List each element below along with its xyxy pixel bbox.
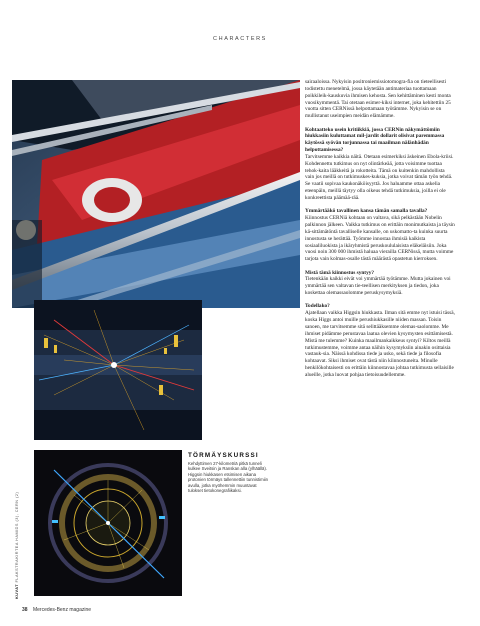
section-header: CHARACTERS: [213, 36, 267, 42]
detector-cross-section-image: [34, 450, 182, 596]
image-caption: [188, 452, 270, 493]
question-heading: Mistä tämä kiinnostus syntyy?: [305, 269, 375, 276]
photo-credit-text: FLAKSTRAKIRTEA HAMIDS (3), CERN (2): [15, 491, 19, 583]
intro-paragraph: sairaaloissa. Nykyisin positroniemissiotomogra-fia on tieteellisesti todistettu menetelmä, jossa käytetään antimateriaa tuottamaan poikkileik-kauskuvia ihmisen kehosta. Sen kehittäminen kesti monta vuosikymmentä. Tai otetaan esimer-kiksi internet, joka kehitettiin 25 vuotta sitten CERNissä helpottamaan työtämme. Nykyisin se on mullistanut useimpien meidän elämämme.: [305, 79, 451, 120]
caption-text: Kehdyttimen 27-kilometriä pitkä tunneli kulkee Sveitsin ja Ranskan alla (ylhäällä). Higgsin hiukkasen etsimisen aikana protonien törmäys tallennettiin tunnistimiin avulla, jotka myöhemmin muuntavat tulokset tietokonegrafiikaksi.: [188, 461, 269, 494]
article-column: [305, 79, 455, 385]
tunnel-photo: [12, 80, 300, 308]
photo-credit-label: KUVAT: [15, 583, 19, 599]
magazine-name: Mercedes-Benz magazine: [32, 607, 92, 613]
page-footer: [22, 607, 91, 613]
question-heading: Ymmärtääkö tavallinen kansa tämän samalla tavalla?: [305, 208, 428, 215]
question-heading: Todellako?: [305, 303, 330, 310]
caption-title: TÖRMÄYSKURSSI: [188, 452, 259, 459]
photo-credit: [15, 469, 19, 599]
collision-event-image: [34, 300, 202, 440]
answer-paragraph: Tietenkään kaikki eivät voi ymmärtää työtämme. Mutta jokainen voi ymmärtää sen valtavan tie-teellisen merkityksen ja tiedon, joka koskettaa olemassaolomme peruskysymyksiä.: [305, 276, 451, 297]
answer-paragraph: Ajatellaan vaikka Higgsin hiukkasta. Ilman sitä emme nyt istuisi tässä, koska Higgs antoi muille perushiukkasille niiden massan. Toisin sanoen, me tarvitsemme sitä selittääksemme olemas-saolomme. Me ihmiset pidämme perustavaa laatua olevien kysymysten esittämisestä. Mistä me tulemme? Kuinka maailmankaikkeus syntyi? Kiltos meillä tutkimustemme, voimme antaa näihin kysymyksiin ainakin osittaisia vastauk-sia. Näissä kohdissa tiede ja usko, sekä tiede ja filosofia kohtaavat. Siksi ihmiset ovat tästä niin kiinnostuneita. Minulle henkilökohtaisesti on erittäin kiinnostavaa johtaa tutkimusta sellaisille alueille, jotka luovat pohjaa tietoisuudellemme.: [305, 310, 455, 378]
answer-paragraph: Tarvitsemme kaikkia näitä. Otetaan esimerkiksi äskeinen Ebola-kriisi. Kohdennettu tutkimus on nyt olintärkeää, jotta voisimme tuottaa tehok-kaita lääkkeitä ja rokotteita. Tämä on kuitenkin mahdollista vain jos meillä on tutkimuskes-kuksia, jotka voivat tämän työn tehdä. Se vaatii sopivaa kaukonäköisyyttä. Jos haluamme ottaa askelia eteenpäin, meillä täytyy olla oikeus tehdä tutkimuksia, joilla ei ole konkreettista päämää-rää.: [305, 153, 454, 201]
question-heading: Kohtaatteko usein kritiikkiä, jossa CERNin näkymättömiin hiukkasiin kuluttamat mil-jardit dollarit olisivat paremmassa käytössä syövän torjunnassa tai maailman nälänhädän helpottamisessa?: [305, 126, 445, 154]
page-number: 38: [22, 607, 28, 613]
answer-paragraph: Kiinnostus CERNiä kohtaan on valtava, sikä pelkästään Nobelin palkinnon jälkeen. Vaikka tutkimus on erittäin monimutkaista ja täysin kä-sittämätöntä tavalliselle kansalle, on uskomatto-ta kuinka suurta innostusta se herättää. Työmme innostaa ihmisiä kaikista sosiaaliluokista ja ikäryhmistä peruskoululaisista eläkeläisiin. Joka vuosi noin 300 000 ihmistä haluaa vierailla CERNissä, mutta voimme tarjota vain kolmas-osalle tästä määrästä opastetun kierroksen.: [305, 215, 455, 263]
